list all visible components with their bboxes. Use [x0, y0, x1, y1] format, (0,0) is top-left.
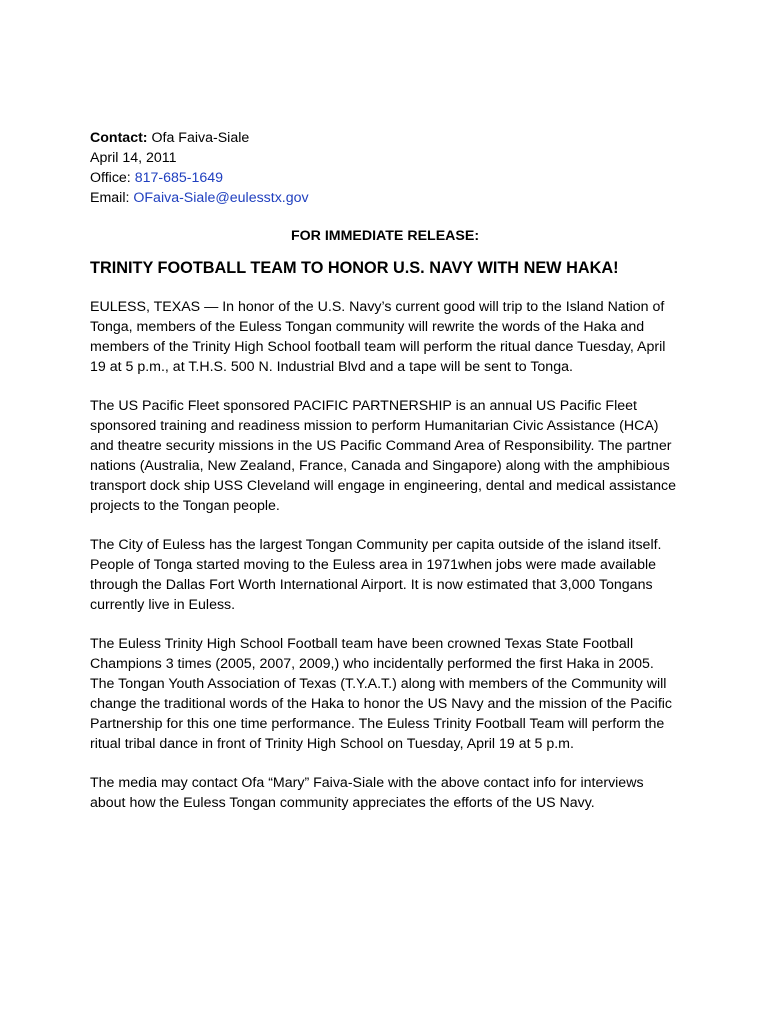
- email-line: [90, 188, 680, 208]
- paragraph-media-contact: The media may contact Ofa “Mary” Faiva-Siale with the above contact info for interviews about how the Euless Tongan community appreciates the efforts of the US Navy.: [90, 775, 644, 811]
- headline: TRINITY FOOTBALL TEAM TO HONOR U.S. NAVY WITH NEW HAKA!: [90, 259, 619, 277]
- contact-line: [90, 128, 680, 148]
- contact-name: Ofa Faiva-Siale: [147, 130, 250, 146]
- paragraph-intro: EULESS, TEXAS — In honor of the U.S. Navy’s current good will trip to the Island Nation of Tonga, members of the Euless Tongan community will rewrite the words of the Haka and members of the Trinity High School football team will perform the ritual dance Tuesday, April 19 at 5 p.m., at T.H.S. 500 N. Industrial Blvd and a tape will be sent to Tonga.: [90, 299, 666, 375]
- contact-label: Contact:: [90, 130, 148, 146]
- email-link[interactable]: OFaiva-Siale@eulesstx.gov: [133, 190, 309, 206]
- contact-block: [90, 128, 680, 208]
- paragraph-pacific-partnership: The US Pacific Fleet sponsored PACIFIC PARTNERSHIP is an annual US Pacific Fleet sponsored training and readiness mission to perform Humanitarian Civic Assistance (HCA) and theatre security missions in the US Pacific Command Area of Responsibility. The partner nations (Australia, New Zealand, France, Canada and Singapore) along with the amphibious transport dock ship USS Cleveland will engage in engineering, dental and medical assistance projects to the Tongan people.: [90, 398, 676, 514]
- office-line: [90, 168, 680, 188]
- release-date: April 14, 2011: [90, 150, 177, 166]
- paragraph-trinity-football: The Euless Trinity High School Football team have been crowned Texas State Football Champions 3 times (2005, 2007, 2009,) who incidentally performed the first Haka in 2005. The Tongan Youth Association of Texas (T.Y.A.T.) along with members of the Community will change the traditional words of the Haka to honor the US Navy and the mission of the Pacific Partnership for this one time performance. The Euless Trinity Football Team will perform the ritual tribal dance in front of Trinity High School on Tuesday, April 19 at 5 p.m.: [90, 636, 673, 752]
- email-label: Email:: [90, 190, 134, 206]
- office-label: Office:: [90, 170, 135, 186]
- office-phone-link[interactable]: 817-685-1649: [134, 170, 224, 186]
- press-release: [90, 128, 680, 813]
- release-label: FOR IMMEDIATE RELEASE:: [290, 228, 480, 244]
- paragraph-city-of-euless: The City of Euless has the largest Tongan Community per capita outside of the island itself. People of Tonga started moving to the Euless area in 1971when jobs were made available through the Dallas Fort Worth International Airport. It is now estimated that 3,000 Tongans currently live in Euless.: [90, 537, 662, 613]
